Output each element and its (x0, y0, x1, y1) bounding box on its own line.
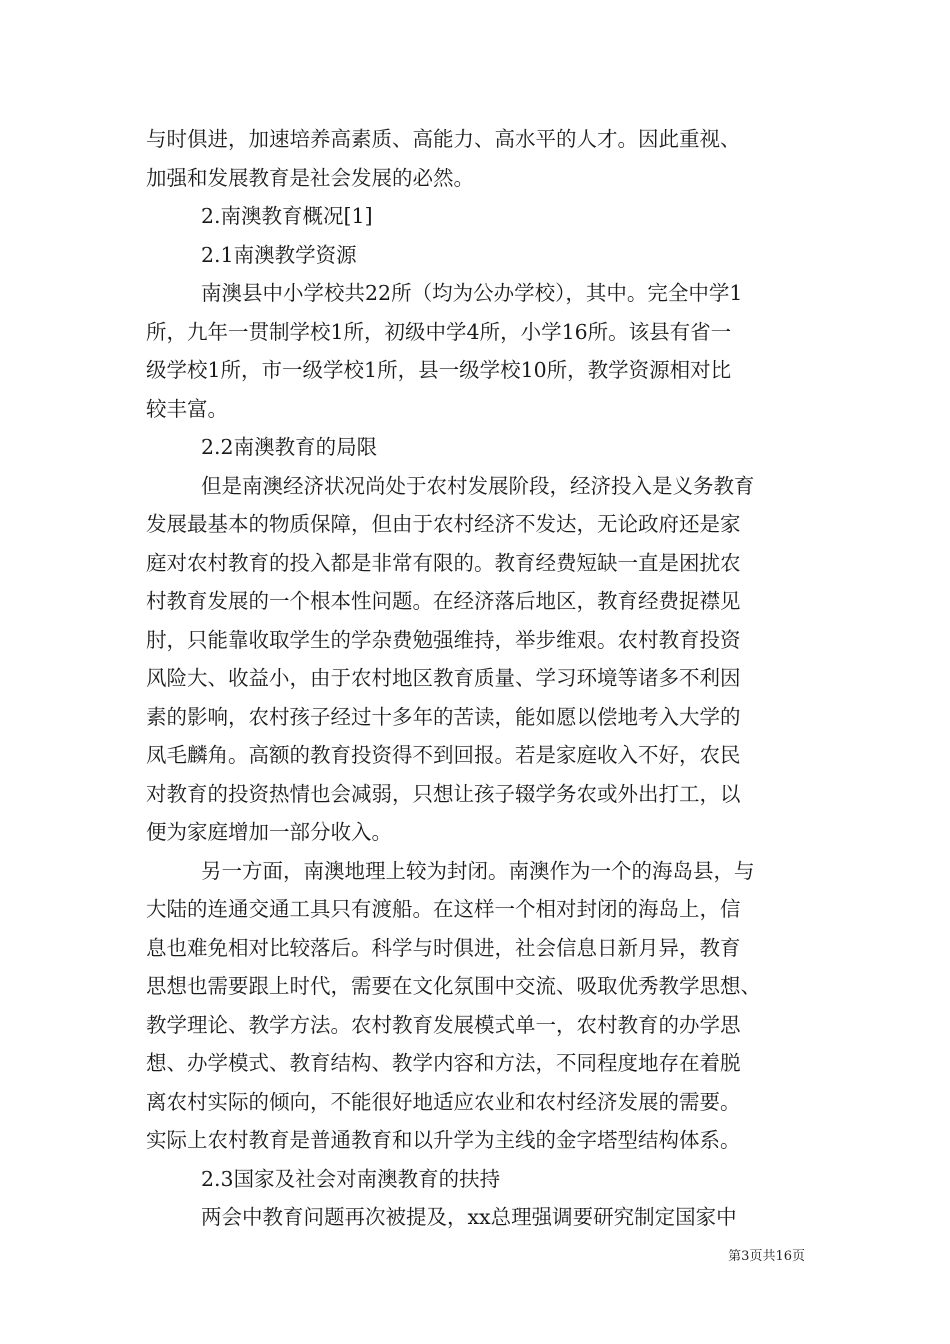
text-line: 离农村实际的倾向，不能很好地适应农业和农村经济发展的需要。 (146, 1089, 741, 1114)
text-line: 庭对农村教育的投入都是非常有限的。教育经费短缺一直是困扰农 (146, 550, 741, 575)
text-line: 2.1南澳教学资源 (201, 242, 357, 267)
page-number-footer: 第3页共16页 (728, 1249, 805, 1264)
text-line: 级学校1所，市一级学校1所，县一级学校10所，教学资源相对比 (146, 358, 732, 382)
text-line: 较丰富。 (146, 396, 228, 421)
text-line: 发展最基本的物质保障，但由于农村经济不发达，无论政府还是家 (146, 512, 741, 536)
text-line: 大陆的连通交通工具只有渡船。在这样一个相对封闭的海岛上，信 (146, 897, 741, 921)
text-line: 凤毛麟角。高额的教育投资得不到回报。若是家庭收入不好，农民 (146, 743, 741, 767)
text-line: 风险大、收益小，由于农村地区教育质量、学习环境等诸多不利因 (146, 666, 741, 690)
document-body (146, 120, 811, 1237)
text-line: 便为家庭增加一部分收入。 (146, 820, 392, 844)
text-line: 思想也需要跟上时代，需要在文化氛围中交流、吸取优秀教学思想、 (146, 974, 761, 998)
text-line: 南澳县中小学校共22所（均为公办学校），其中。完全中学1 (201, 281, 743, 305)
text-line: 肘，只能靠收取学生的学杂费勉强维持，举步维艰。农村教育投资 (146, 627, 741, 652)
text-line: 加强和发展教育是社会发展的必然。 (146, 165, 474, 190)
text-line: 但是南澳经济状况尚处于农村发展阶段，经济投入是义务教育 (201, 473, 755, 498)
text-line: 另一方面，南澳地理上较为封闭。南澳作为一个的海岛县，与 (201, 858, 755, 883)
text-line: 2.2南澳教育的局限 (201, 435, 378, 459)
text-line: 实际上农村教育是普通教育和以升学为主线的金字塔型结构体系。 (146, 1128, 741, 1152)
text-line: 两会中教育问题再次被提及，xx总理强调要研究制定国家中 (201, 1205, 737, 1229)
text-line: 想、办学模式、教育结构、教学内容和方法，不同程度地存在着脱 (146, 1051, 741, 1075)
text-line: 村教育发展的一个根本性问题。在经济落后地区，教育经费捉襟见 (146, 589, 741, 613)
text-line: 2.南澳教育概况[1] (201, 204, 373, 228)
text-line: 息也难免相对比较落后。科学与时俱进，社会信息日新月异，教育 (146, 935, 741, 960)
text-line: 素的影响，农村孩子经过十多年的苦读，能如愿以偿地考入大学的 (146, 704, 741, 729)
text-line: 所，九年一贯制学校1所，初级中学4所，小学16所。该县有省一 (146, 319, 732, 344)
text-line: 与时俱进，加速培养高素质、高能力、高水平的人才。因此重视、 (146, 127, 741, 151)
text-line: 2.3国家及社会对南澳教育的扶持 (201, 1166, 501, 1191)
text-line: 对教育的投资热情也会减弱，只想让孩子辍学务农或外出打工，以 (146, 781, 741, 806)
text-line: 教学理论、教学方法。农村教育发展模式单一，农村教育的办学思 (146, 1012, 741, 1037)
